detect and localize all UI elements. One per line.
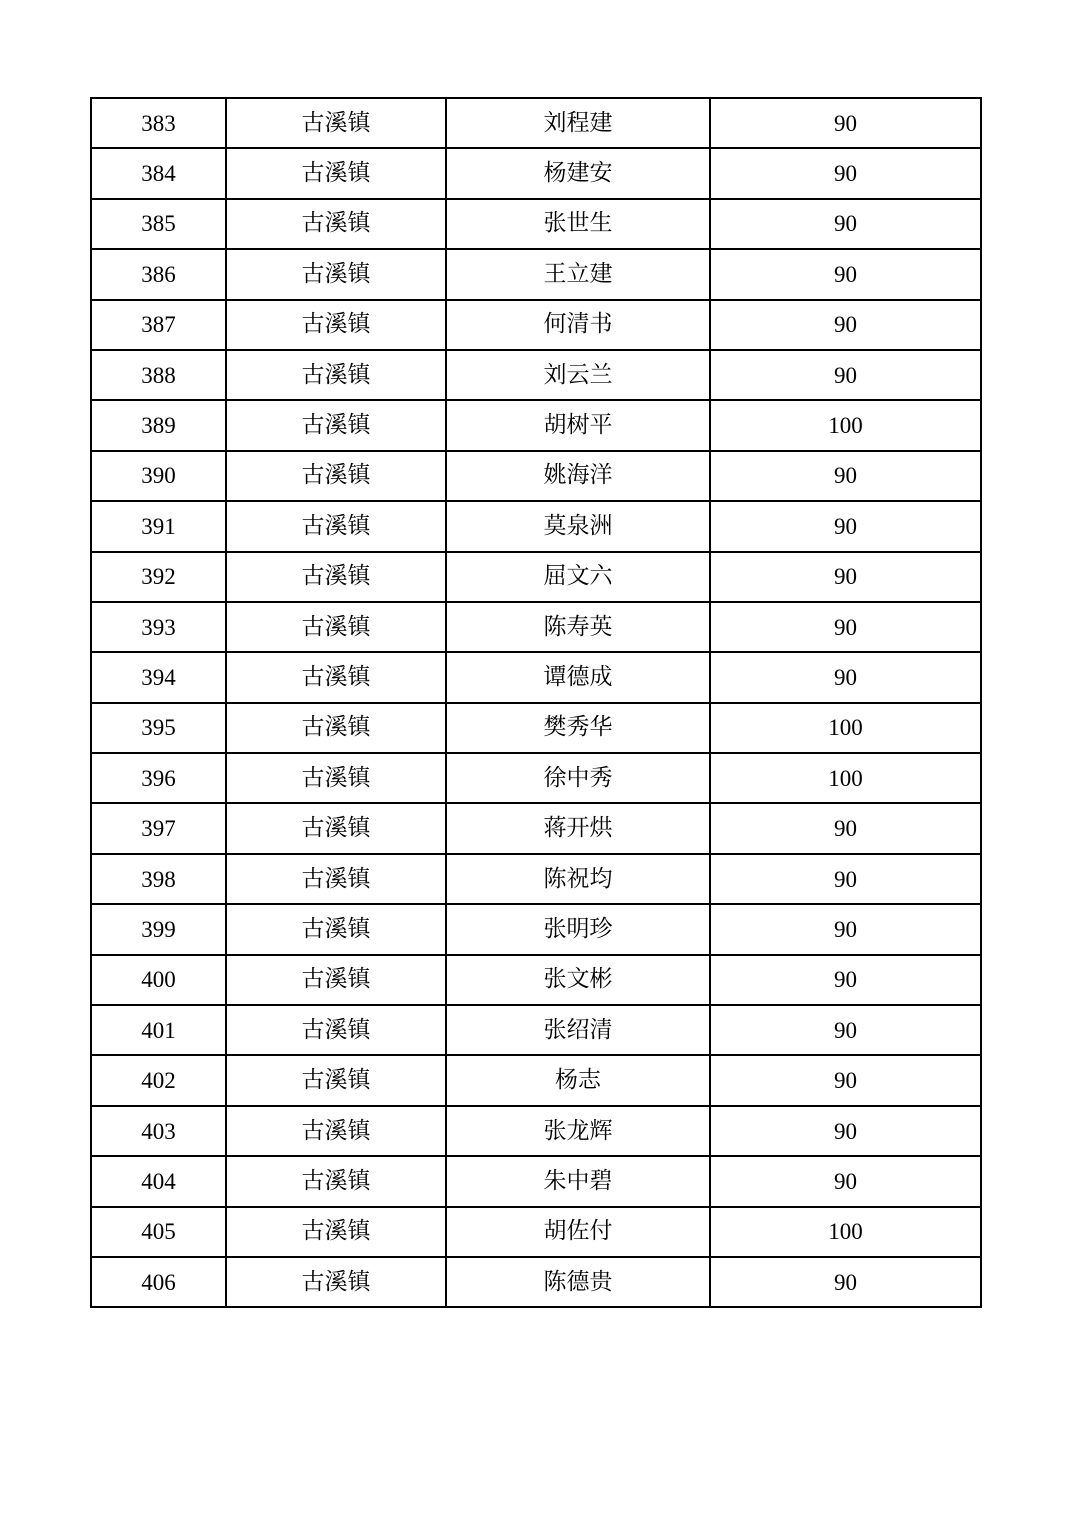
score-cell: 90 bbox=[710, 955, 981, 1005]
row-number-cell: 395 bbox=[91, 703, 226, 753]
score-cell: 90 bbox=[710, 803, 981, 853]
name-cell: 杨志 bbox=[446, 1055, 710, 1105]
name-cell: 蒋开烘 bbox=[446, 803, 710, 853]
score-cell: 90 bbox=[710, 602, 981, 652]
score-cell: 90 bbox=[710, 249, 981, 299]
row-number-cell: 392 bbox=[91, 552, 226, 602]
name-cell: 姚海洋 bbox=[446, 451, 710, 501]
row-number-cell: 390 bbox=[91, 451, 226, 501]
row-number-cell: 406 bbox=[91, 1257, 226, 1307]
town-cell: 古溪镇 bbox=[226, 753, 446, 803]
table-row bbox=[91, 98, 981, 148]
table-row bbox=[91, 199, 981, 249]
row-number-cell: 386 bbox=[91, 249, 226, 299]
table-row bbox=[91, 350, 981, 400]
row-number-cell: 400 bbox=[91, 955, 226, 1005]
town-cell: 古溪镇 bbox=[226, 1106, 446, 1156]
table-row bbox=[91, 552, 981, 602]
town-cell: 古溪镇 bbox=[226, 98, 446, 148]
row-number-cell: 405 bbox=[91, 1207, 226, 1257]
name-cell: 屈文六 bbox=[446, 552, 710, 602]
town-cell: 古溪镇 bbox=[226, 148, 446, 198]
row-number-cell: 383 bbox=[91, 98, 226, 148]
row-number-cell: 396 bbox=[91, 753, 226, 803]
town-cell: 古溪镇 bbox=[226, 501, 446, 551]
town-cell: 古溪镇 bbox=[226, 400, 446, 450]
row-number-cell: 404 bbox=[91, 1156, 226, 1206]
town-cell: 古溪镇 bbox=[226, 300, 446, 350]
table-row bbox=[91, 1207, 981, 1257]
score-cell: 90 bbox=[710, 350, 981, 400]
row-number-cell: 389 bbox=[91, 400, 226, 450]
table-row bbox=[91, 652, 981, 702]
score-cell: 90 bbox=[710, 552, 981, 602]
name-cell: 刘云兰 bbox=[446, 350, 710, 400]
town-cell: 古溪镇 bbox=[226, 904, 446, 954]
score-cell: 90 bbox=[710, 854, 981, 904]
row-number-cell: 394 bbox=[91, 652, 226, 702]
table-row bbox=[91, 854, 981, 904]
score-cell: 90 bbox=[710, 1106, 981, 1156]
row-number-cell: 401 bbox=[91, 1005, 226, 1055]
town-cell: 古溪镇 bbox=[226, 955, 446, 1005]
name-cell: 张世生 bbox=[446, 199, 710, 249]
name-cell: 刘程建 bbox=[446, 98, 710, 148]
name-cell: 胡树平 bbox=[446, 400, 710, 450]
row-number-cell: 388 bbox=[91, 350, 226, 400]
town-cell: 古溪镇 bbox=[226, 350, 446, 400]
table-row bbox=[91, 1257, 981, 1307]
name-cell: 张文彬 bbox=[446, 955, 710, 1005]
score-cell: 90 bbox=[710, 451, 981, 501]
town-cell: 古溪镇 bbox=[226, 552, 446, 602]
name-cell: 王立建 bbox=[446, 249, 710, 299]
roster-table-body bbox=[91, 98, 981, 1307]
town-cell: 古溪镇 bbox=[226, 1207, 446, 1257]
table-row bbox=[91, 249, 981, 299]
row-number-cell: 399 bbox=[91, 904, 226, 954]
score-cell: 90 bbox=[710, 1156, 981, 1206]
name-cell: 胡佐付 bbox=[446, 1207, 710, 1257]
town-cell: 古溪镇 bbox=[226, 451, 446, 501]
row-number-cell: 391 bbox=[91, 501, 226, 551]
score-cell: 90 bbox=[710, 652, 981, 702]
score-cell: 90 bbox=[710, 1257, 981, 1307]
name-cell: 张龙辉 bbox=[446, 1106, 710, 1156]
row-number-cell: 402 bbox=[91, 1055, 226, 1105]
name-cell: 陈德贵 bbox=[446, 1257, 710, 1307]
score-cell: 90 bbox=[710, 1005, 981, 1055]
table-row bbox=[91, 400, 981, 450]
name-cell: 莫泉洲 bbox=[446, 501, 710, 551]
score-cell: 100 bbox=[710, 753, 981, 803]
table-row bbox=[91, 148, 981, 198]
roster-table bbox=[90, 97, 982, 1308]
row-number-cell: 393 bbox=[91, 602, 226, 652]
row-number-cell: 398 bbox=[91, 854, 226, 904]
table-row bbox=[91, 1055, 981, 1105]
name-cell: 张明珍 bbox=[446, 904, 710, 954]
town-cell: 古溪镇 bbox=[226, 1156, 446, 1206]
score-cell: 90 bbox=[710, 904, 981, 954]
name-cell: 徐中秀 bbox=[446, 753, 710, 803]
table-row bbox=[91, 1005, 981, 1055]
score-cell: 90 bbox=[710, 98, 981, 148]
score-cell: 90 bbox=[710, 148, 981, 198]
name-cell: 张绍清 bbox=[446, 1005, 710, 1055]
town-cell: 古溪镇 bbox=[226, 249, 446, 299]
score-cell: 90 bbox=[710, 199, 981, 249]
table-row bbox=[91, 501, 981, 551]
name-cell: 陈寿英 bbox=[446, 602, 710, 652]
row-number-cell: 385 bbox=[91, 199, 226, 249]
town-cell: 古溪镇 bbox=[226, 1257, 446, 1307]
name-cell: 杨建安 bbox=[446, 148, 710, 198]
name-cell: 何清书 bbox=[446, 300, 710, 350]
town-cell: 古溪镇 bbox=[226, 199, 446, 249]
score-cell: 100 bbox=[710, 703, 981, 753]
town-cell: 古溪镇 bbox=[226, 1005, 446, 1055]
score-cell: 100 bbox=[710, 400, 981, 450]
town-cell: 古溪镇 bbox=[226, 854, 446, 904]
table-row bbox=[91, 300, 981, 350]
name-cell: 朱中碧 bbox=[446, 1156, 710, 1206]
score-cell: 90 bbox=[710, 501, 981, 551]
table-row bbox=[91, 1156, 981, 1206]
name-cell: 樊秀华 bbox=[446, 703, 710, 753]
row-number-cell: 403 bbox=[91, 1106, 226, 1156]
row-number-cell: 384 bbox=[91, 148, 226, 198]
score-cell: 90 bbox=[710, 1055, 981, 1105]
score-cell: 100 bbox=[710, 1207, 981, 1257]
table-row bbox=[91, 753, 981, 803]
row-number-cell: 387 bbox=[91, 300, 226, 350]
table-row bbox=[91, 1106, 981, 1156]
table-row bbox=[91, 955, 981, 1005]
town-cell: 古溪镇 bbox=[226, 652, 446, 702]
table-row bbox=[91, 703, 981, 753]
town-cell: 古溪镇 bbox=[226, 1055, 446, 1105]
score-cell: 90 bbox=[710, 300, 981, 350]
table-row bbox=[91, 451, 981, 501]
table-row bbox=[91, 803, 981, 853]
name-cell: 陈祝均 bbox=[446, 854, 710, 904]
row-number-cell: 397 bbox=[91, 803, 226, 853]
town-cell: 古溪镇 bbox=[226, 703, 446, 753]
name-cell: 谭德成 bbox=[446, 652, 710, 702]
table-row bbox=[91, 904, 981, 954]
town-cell: 古溪镇 bbox=[226, 602, 446, 652]
table-row bbox=[91, 602, 981, 652]
town-cell: 古溪镇 bbox=[226, 803, 446, 853]
